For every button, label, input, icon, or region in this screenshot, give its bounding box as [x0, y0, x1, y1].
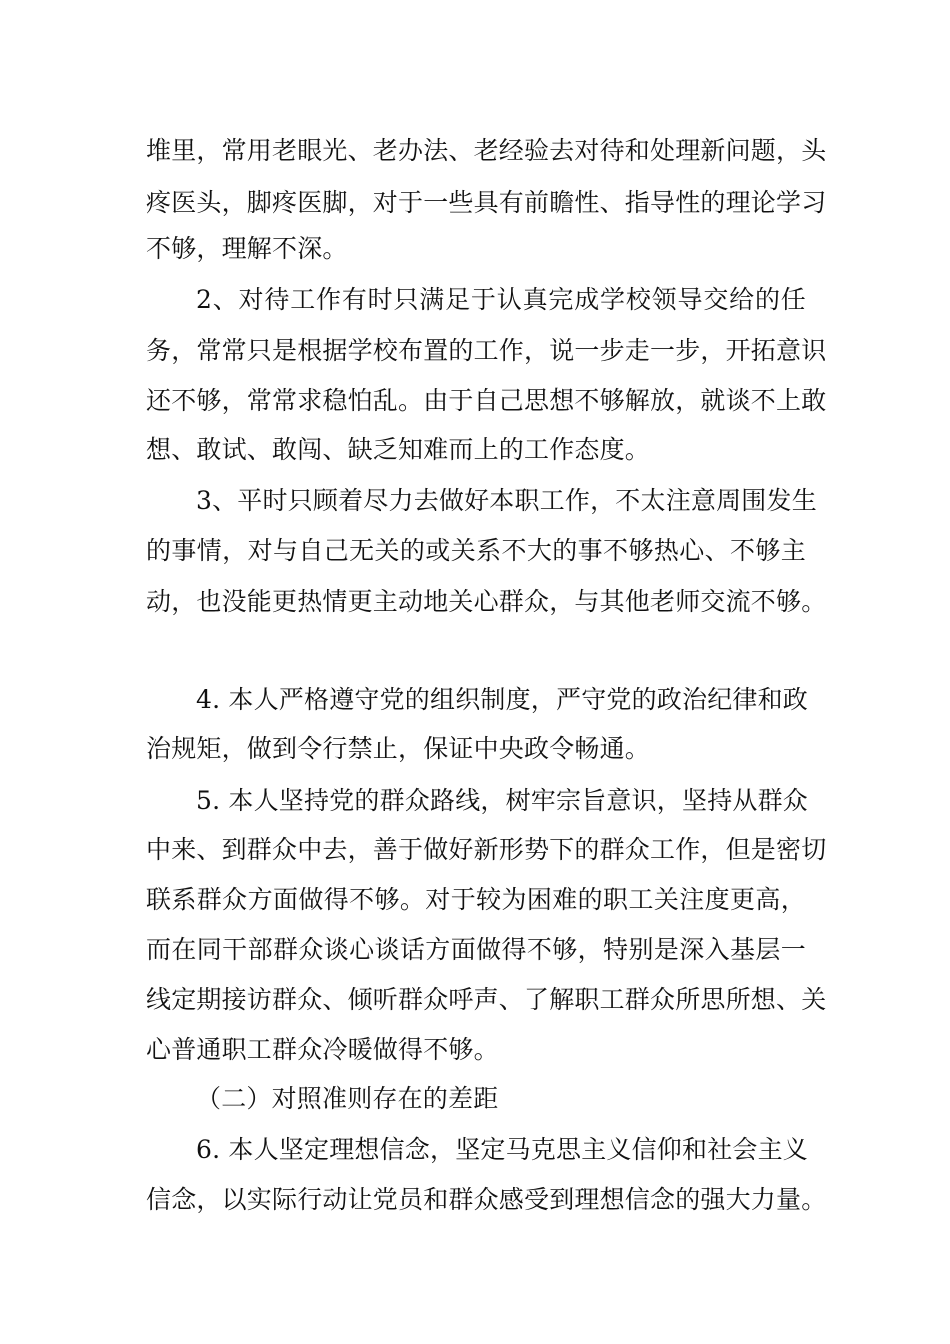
- text-line: 中来、到群众中去，善于做好新形势下的群众工作，但是密切: [146, 835, 827, 864]
- section-heading: （二）对照准则存在的差距: [196, 1084, 499, 1113]
- text-line: 不够，理解不深。: [146, 234, 348, 263]
- text-line: 的事情，对与自己无关的或关系不大的事不够热心、不够主: [146, 536, 806, 565]
- paragraph-start-line: 5. 本人坚持党的群众路线，树牢宗旨意识，坚持从群众: [196, 786, 809, 815]
- text-line: 务，常常只是根据学校布置的工作，说一步走一步，开拓意识: [146, 336, 827, 365]
- text-line: 堆里，常用老眼光、老办法、老经验去对待和处理新问题，头: [146, 136, 827, 165]
- paragraph-start-line: 3、平时只顾着尽力去做好本职工作，不太注意周围发生: [196, 486, 817, 515]
- paragraph-start-line: 2、对待工作有时只满足于认真完成学校领导交给的任: [196, 285, 806, 314]
- text-line: 线定期接访群众、倾听群众呼声、了解职工群众所思所想、关: [146, 985, 827, 1014]
- text-line: 而在同干部群众谈心谈话方面做得不够，特别是深入基层一: [146, 935, 806, 964]
- text-line: 信念，以实际行动让党员和群众感受到理想信念的强大力量。: [146, 1185, 827, 1214]
- paragraph-start-line: 6. 本人坚定理想信念，坚定马克思主义信仰和社会主义: [196, 1135, 809, 1164]
- text-line: 联系群众方面做得不够。对于较为困难的职工关注度更高，: [146, 885, 806, 914]
- text-line: 疼医头，脚疼医脚，对于一些具有前瞻性、指导性的理论学习: [146, 188, 827, 217]
- paragraph-start-line: 4. 本人严格遵守党的组织制度，严守党的政治纪律和政: [196, 685, 809, 714]
- text-line: 心普通职工群众冷暖做得不够。: [146, 1035, 499, 1064]
- text-line: 还不够，常常求稳怕乱。由于自己思想不够解放，就谈不上敢: [146, 386, 827, 415]
- text-line: 想、敢试、敢闯、缺乏知难而上的工作态度。: [146, 435, 651, 464]
- text-line: 治规矩，做到令行禁止，保证中央政令畅通。: [146, 734, 651, 763]
- text-line: 动，也没能更热情更主动地关心群众，与其他老师交流不够。: [146, 587, 827, 616]
